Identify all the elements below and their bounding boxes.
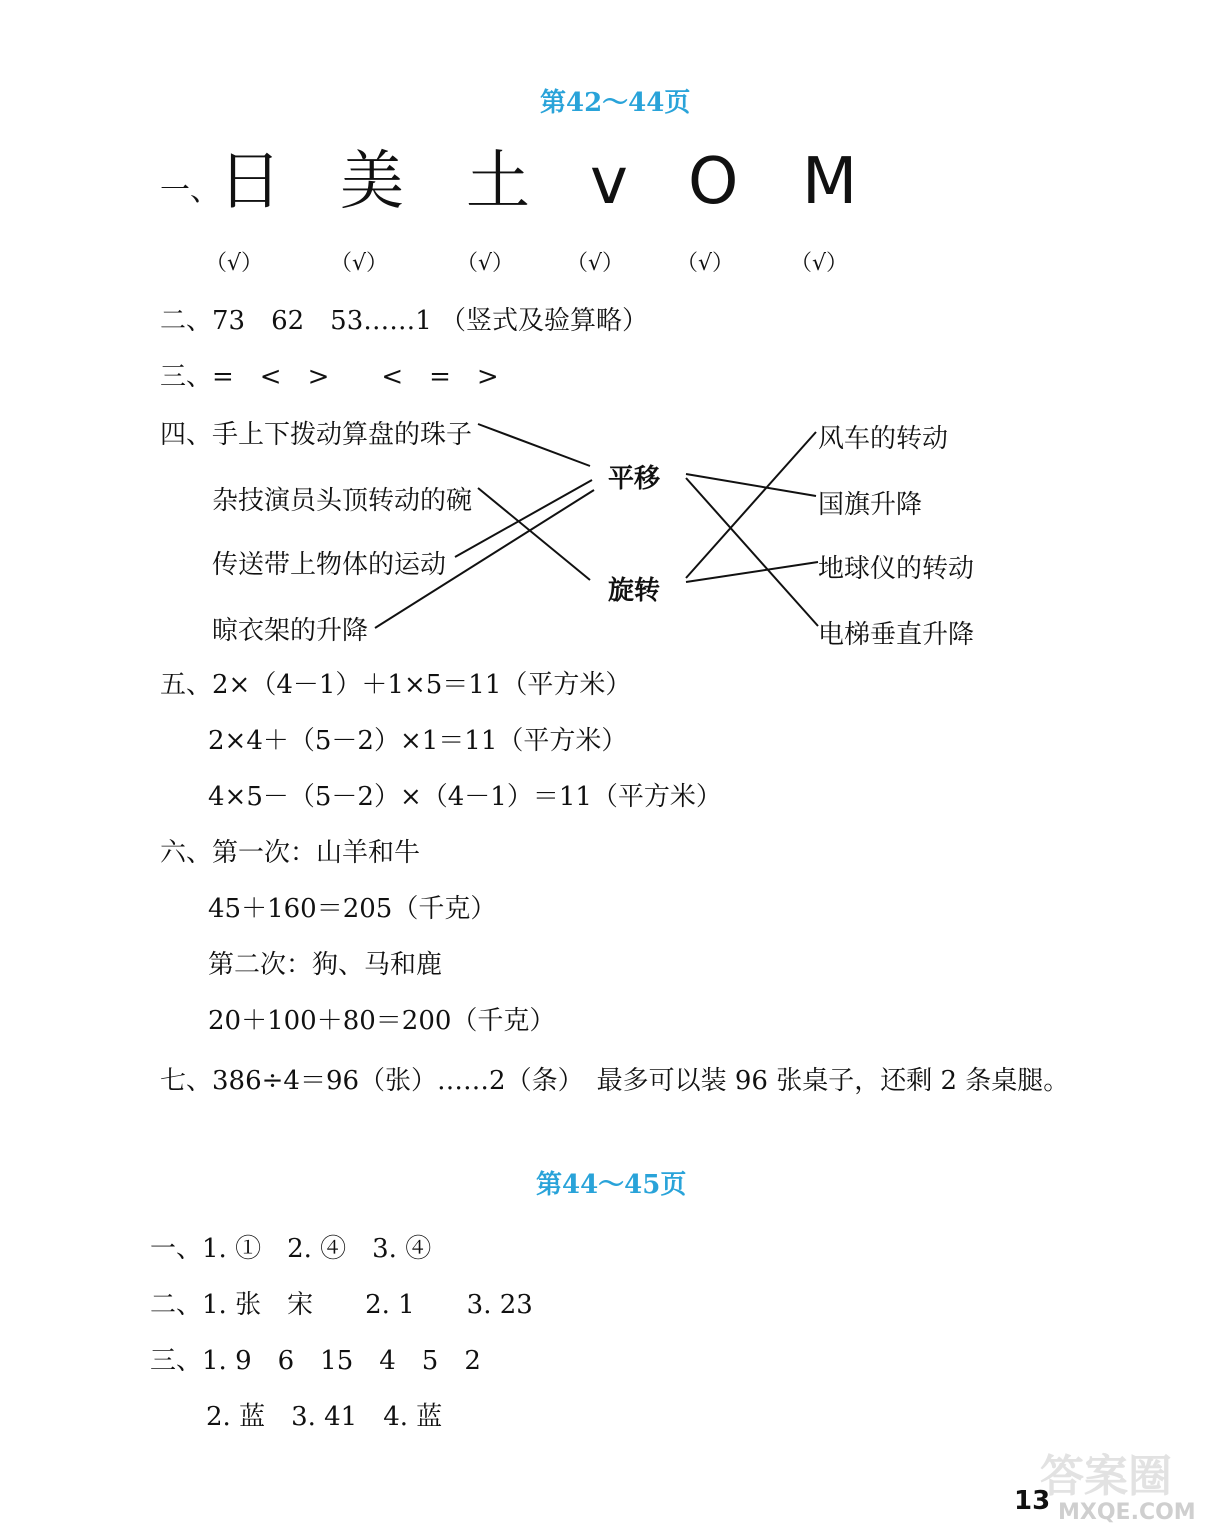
watermark-logo: 答案圈: [1040, 1451, 1172, 1502]
q4-left-item: 晾衣架的升降: [212, 616, 369, 646]
q1-symbol: O: [688, 145, 739, 219]
q1-check: （√）: [790, 251, 849, 276]
q1-symbol: 土: [466, 145, 530, 219]
q1-label: 一、: [160, 173, 220, 208]
s2-line: 一、1. ① 2. ④ 3. ④: [150, 1234, 432, 1264]
q7-line: 七、386÷4＝96（张）……2（条） 最多可以装 96 张桌子，还剩 2 条桌腿。: [160, 1066, 1070, 1096]
q2-line: 二、73 62 53……1 （竖式及验算略）: [160, 306, 649, 336]
q1-check: （√）: [330, 251, 389, 276]
q3-line: 三、= < > < = >: [160, 362, 499, 392]
section-title-1: 第42～44页: [540, 88, 691, 118]
q4-right-item: 地球仪的转动: [818, 554, 975, 584]
watermark: [1010, 1440, 1200, 1530]
q4-left-item: 手上下拨动算盘的珠子: [212, 420, 473, 450]
q4-right-item: 国旗升降: [818, 490, 923, 520]
q4-right-item: 风车的转动: [818, 424, 949, 454]
s2-line: 二、1. 张 宋 2. 1 3. 23: [150, 1290, 533, 1320]
q5-line: 五、2×（4－1）＋1×5＝11（平方米）: [160, 670, 632, 700]
q5-line: 2×4＋（5－2）×1＝11（平方米）: [208, 726, 628, 756]
s2-line: 2. 蓝 3. 41 4. 蓝: [206, 1402, 443, 1432]
q1-symbol: 美: [340, 145, 404, 219]
q1-check: （√）: [566, 251, 625, 276]
q1-check: （√）: [456, 251, 515, 276]
section-title-2: 第44～45页: [536, 1170, 687, 1200]
page-number: 13: [1014, 1486, 1051, 1516]
q4-right-item: 电梯垂直升降: [818, 620, 975, 650]
q4-middle-rotation: 旋转: [608, 576, 661, 606]
q6-line: 20＋100＋80＝200（千克）: [208, 1006, 556, 1036]
q4-middle-translation: 平移: [608, 464, 661, 494]
q1-check: （√）: [205, 251, 264, 276]
q6-line: 45＋160＝205（千克）: [208, 894, 497, 924]
q4-label: 四、: [160, 420, 213, 450]
q1-symbol: v: [590, 145, 628, 219]
q6-line: 六、第一次：山羊和牛: [160, 838, 421, 868]
q4-left-item: 杂技演员头顶转动的碗: [212, 486, 473, 516]
q5-line: 4×5－（5－2）×（4－1）＝11（平方米）: [208, 782, 722, 812]
q6-line: 第二次：狗、马和鹿: [208, 950, 443, 980]
q1-symbol: M: [802, 145, 858, 219]
watermark-url: MXQE.COM: [1058, 1500, 1196, 1525]
q1-check: （√）: [676, 251, 735, 276]
s2-line: 三、1. 9 6 15 4 5 2: [150, 1346, 481, 1376]
q1-symbol: 日: [218, 145, 282, 219]
q4-left-item: 传送带上物体的运动: [212, 550, 447, 580]
